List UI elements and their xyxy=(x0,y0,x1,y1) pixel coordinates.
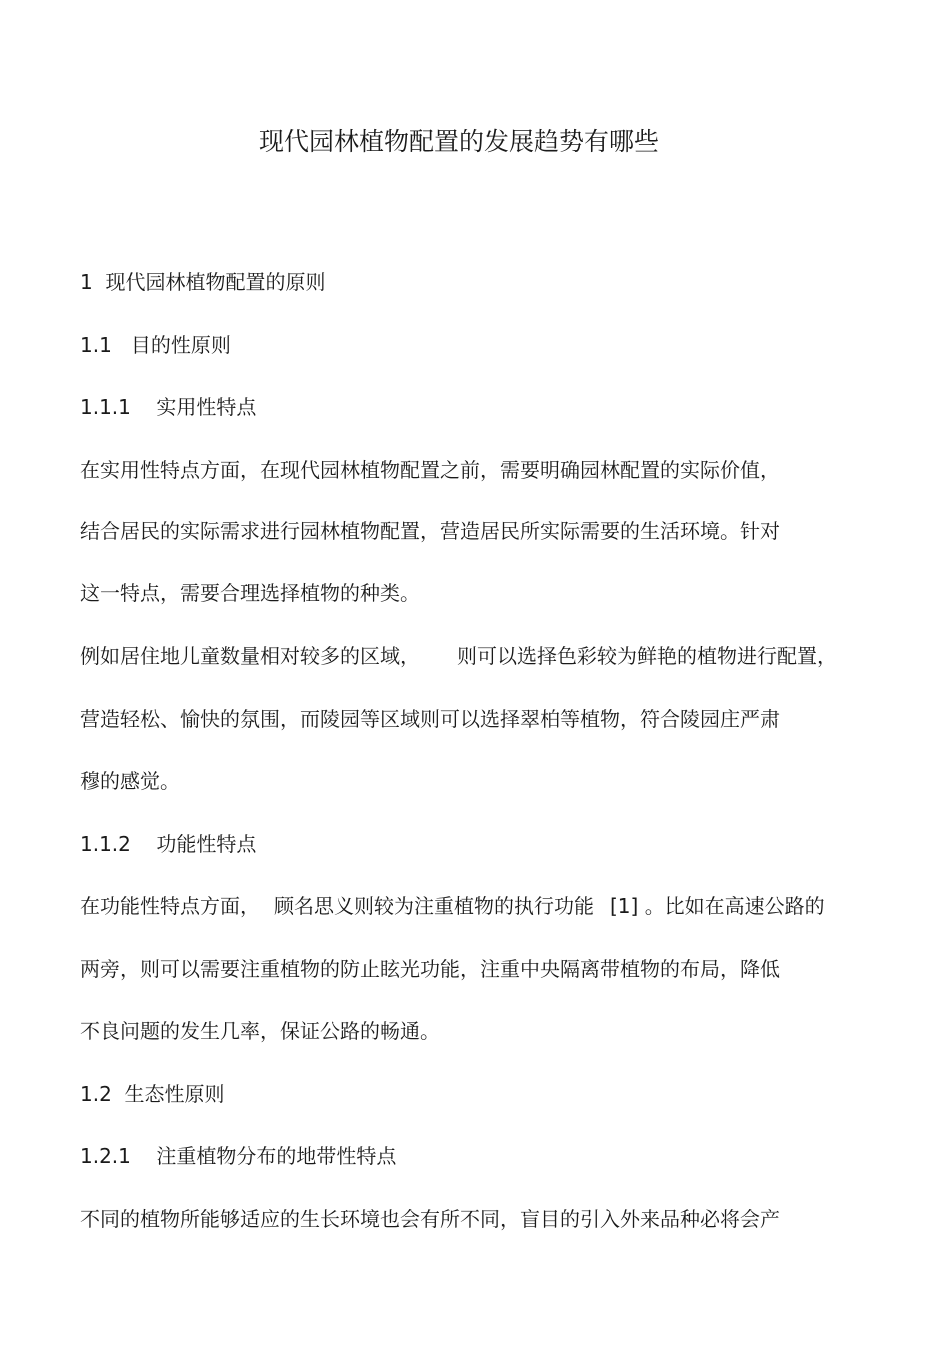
paragraph-line: 不良问题的发生几率，保证公路的畅通。 xyxy=(80,1019,440,1043)
heading-1: 1 现代园林植物配置的原则 xyxy=(80,270,326,294)
heading-1-1-2: 1.1.2 功能性特点 xyxy=(80,832,257,856)
paragraph-line: 两旁，则可以需要注重植物的防止眩光功能，注重中央隔离带植物的布局，降低 xyxy=(80,957,780,981)
paragraph-line: 在实用性特点方面，在现代园林植物配置之前，需要明确园林配置的实际价值， xyxy=(80,458,780,482)
paragraph-line: 穆的感觉。 xyxy=(80,769,180,793)
document-title: 现代园林植物配置的发展趋势有哪些 xyxy=(258,127,659,156)
paragraph-line: 这一特点，需要合理选择植物的种类。 xyxy=(80,581,420,605)
paragraph-line: 结合居民的实际需求进行园林植物配置，营造居民所实际需要的生活环境。针对 xyxy=(80,519,780,543)
heading-1-2: 1.2 生态性原则 xyxy=(80,1082,225,1106)
heading-1-2-1: 1.2.1 注重植物分布的地带性特点 xyxy=(80,1144,397,1168)
heading-1-1: 1.1 目的性原则 xyxy=(80,333,231,357)
citation: [1] 。比如在高速公路的 xyxy=(610,894,825,918)
paragraph-line: 在功能性特点方面， 顾名思义则较为注重植物的执行功能 [1] 。比如在高速公路的 xyxy=(80,894,825,918)
paragraph-line: 例如居住地儿童数量相对较多的区域， 则可以选择色彩较为鲜艳的植物进行配置， xyxy=(80,644,837,668)
heading-1-1-1: 1.1.1 实用性特点 xyxy=(80,395,257,419)
paragraph-line: 不同的植物所能够适应的生长环境也会有所不同，盲目的引入外来品种必将会产 xyxy=(80,1207,780,1231)
paragraph-line: 营造轻松、愉快的氛围，而陵园等区域则可以选择翠柏等植物，符合陵园庄严肃 xyxy=(80,707,780,731)
